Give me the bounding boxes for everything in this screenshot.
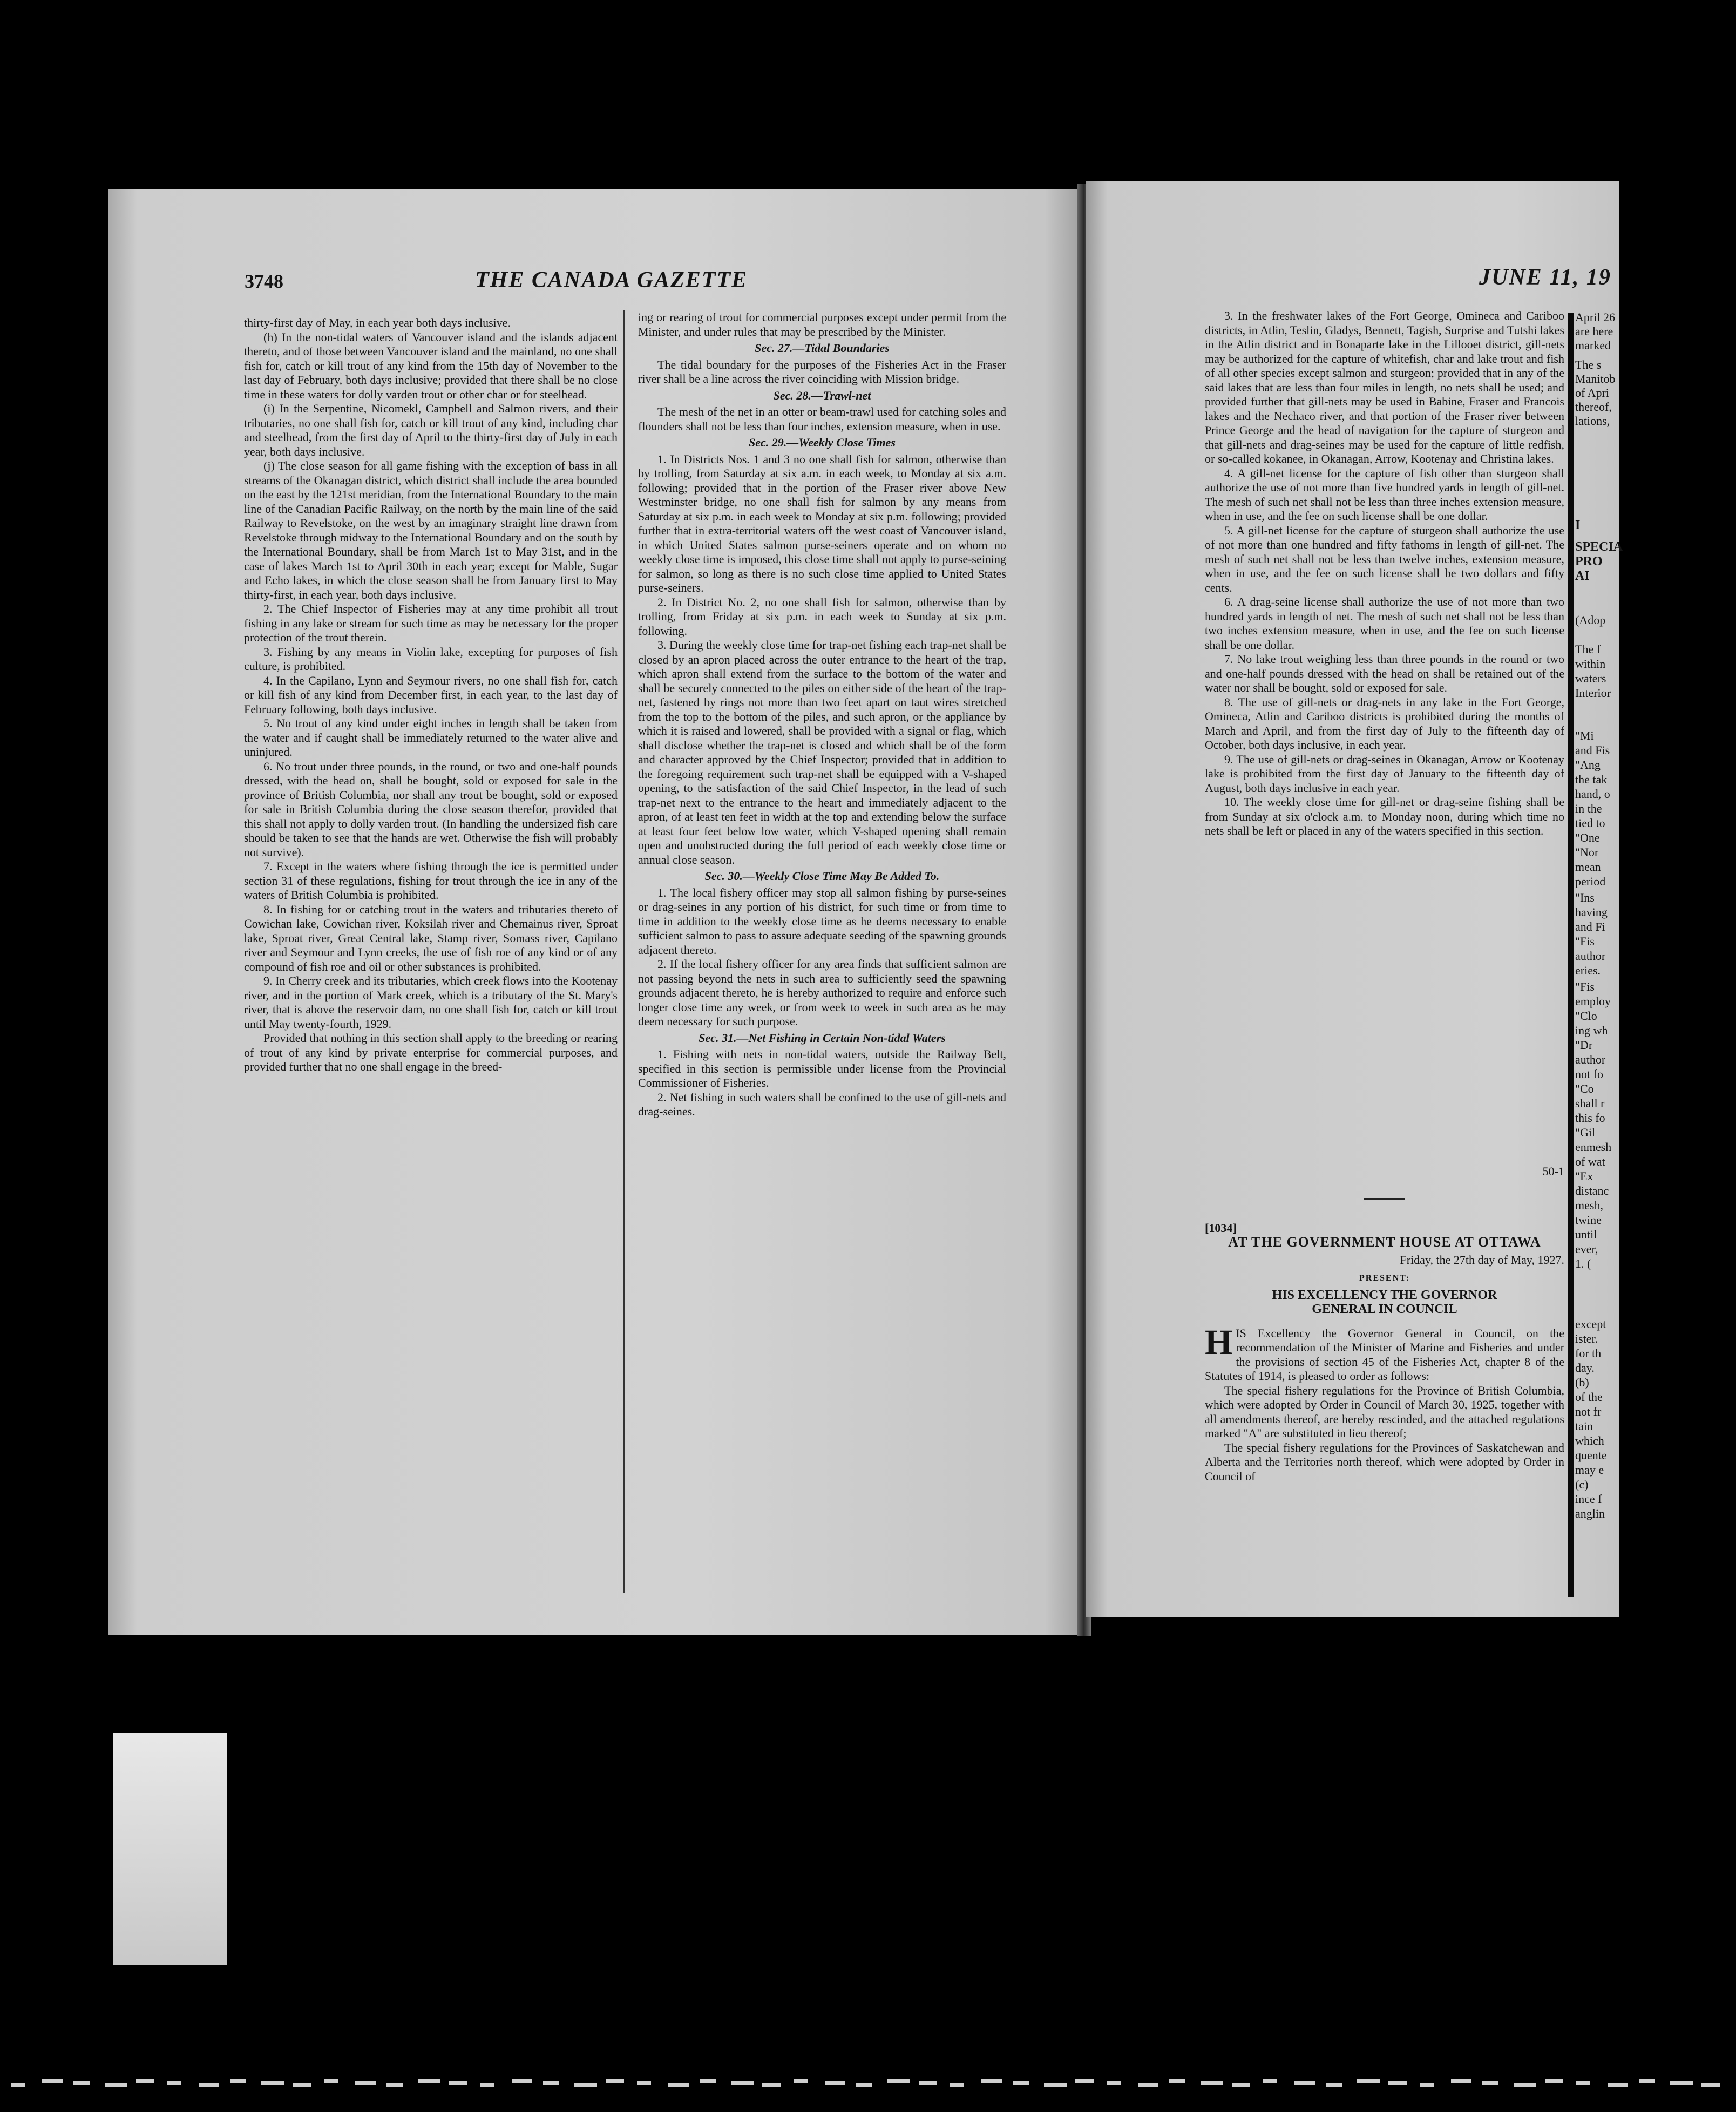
sprocket-mark [1232, 2083, 1250, 2087]
sprocket-mark [105, 2083, 127, 2087]
cutoff-fragment: "Ins [1575, 891, 1595, 904]
sprocket-mark [574, 2083, 597, 2087]
sprocket-mark [637, 2081, 651, 2085]
cutoff-fragment: Interior [1575, 686, 1611, 700]
sprocket-mark [42, 2079, 63, 2083]
cutoff-fragment: April 26 [1575, 310, 1615, 324]
cutoff-fragment: author [1575, 949, 1606, 963]
sprocket-mark [199, 2083, 219, 2087]
cutoff-fragment: "Gil [1575, 1126, 1596, 1139]
sprocket-mark [1044, 2083, 1067, 2087]
order-date: Friday, the 27th day of May, 1927. [1400, 1253, 1564, 1267]
sprocket-mark [1482, 2081, 1498, 2085]
column-rule-left [623, 310, 625, 1593]
cutoff-fragment: are here [1575, 324, 1613, 338]
paragraph: 4. In the Capilano, Lynn and Seymour rivers, no one shall fish for, catch or kill fish of any kind from December first, in each year, to the last day of February following, both days inclusive. [244, 673, 618, 716]
cutoff-fragment: twine [1575, 1213, 1602, 1227]
separator-rule [1364, 1198, 1405, 1200]
paragraph: 6. No trout under three pounds, in the round, or two and one-half pounds dressed, with the head on, shall be bought, sold or exposed for sale in the province of British Columbia, nor shall any trout be bought, sold or exposed for sale in British Columbia during the close season therefor, provided that this shall not apply to dolly varden trout. (In handling the undersized fish care should be taken to see that the hands are wet. Otherwise the fish will probably not survive). [244, 759, 618, 859]
paragraph: 8. The use of gill-nets or drag-nets in any lake in the Fort George, Omineca, Atlin and Cariboo districts is prohibited during the months of March and April, and from the first day of July to the fifteenth day of October, both days inclusive, in each year. [1205, 695, 1564, 752]
paragraph: 4. A gill-net license for the capture of fish other than sturgeon shall authorize the use of not more than five hundred yards in length of gill-net. The mesh of such net shall not be less than three inches extension measure, when in use, and the fee on such license shall be one dollar. [1205, 466, 1564, 523]
cutoff-fragment: lations, [1575, 414, 1610, 428]
cutoff-fragment: within [1575, 657, 1606, 671]
sprocket-mark [418, 2079, 440, 2083]
column-rule-right [1568, 313, 1574, 1597]
section-heading: Sec. 31.—Net Fishing in Certain Non-tidal Waters [699, 1031, 946, 1045]
sprocket-mark [386, 2083, 403, 2087]
cutoff-fragment: except [1575, 1317, 1606, 1331]
order-heading: AT THE GOVERNMENT HOUSE AT OTTAWA [1228, 1234, 1541, 1250]
paragraph: The tidal boundary for the purposes of the Fisheries Act in the Fraser river shall be a line across the river coinciding with Mission bridge. [638, 357, 1006, 385]
sprocket-mark [1514, 2083, 1536, 2087]
cutoff-fragment: I [1575, 518, 1581, 532]
right-column-lower [1205, 1165, 1564, 1484]
cutoff-fragment: ever, [1575, 1242, 1598, 1256]
cutoff-fragment: The f [1575, 642, 1601, 656]
sprocket-mark [355, 2081, 376, 2085]
sprocket-mark [762, 2083, 781, 2087]
sprocket-mark [1357, 2079, 1380, 2083]
paragraph: 2. In District No. 2, no one shall fish for salmon, otherwise than by trolling, from Friday at six p.m. in each week to Sunday at six p.m. following. [638, 595, 1006, 638]
cutoff-fragment: "Mi [1575, 729, 1594, 742]
cutoff-fragment: may e [1575, 1463, 1604, 1477]
paragraph: 7. Except in the waters where fishing through the ice is permitted under section 31 of these regulations, fishing for trout through the ice in any of the waters of British Columbia is prohibited. [244, 859, 618, 902]
paragraph: 5. A gill-net license for the capture of sturgeon shall authorize the use of not more than one hundred and fifty fathoms in length of gill-net. The mesh of such net shall not be less than twelve inches, extension measure, when in use, and the fee on such license shall be two dollars and fifty cents. [1205, 523, 1564, 594]
cutoff-fragment: author [1575, 1053, 1606, 1066]
cutoff-fragment: marked [1575, 339, 1611, 352]
cutoff-fragment: hand, o [1575, 787, 1610, 801]
paragraph: 2. Net fishing in such waters shall be confined to the use of gill-nets and drag-seines. [638, 1090, 1006, 1118]
sprocket-mark [1451, 2079, 1471, 2083]
section-heading: Sec. 28.—Trawl-net [773, 388, 871, 402]
order-paragraph: The special fishery regulations for the Province of British Columbia, which were adopted by Order in Council of March 30, 1925, together with all amendments thereof, are hereby rescinded, and the attached regulations marked "A" are substituted in lieu thereof; [1205, 1383, 1564, 1440]
cutoff-fragment: "Fis [1575, 980, 1595, 993]
sprocket-mark [1013, 2081, 1029, 2085]
section-heading: Sec. 27.—Tidal Boundaries [755, 341, 890, 355]
cutoff-fragment: waters [1575, 672, 1606, 685]
sprocket-mark [512, 2079, 532, 2083]
cutoff-fragment: of wat [1575, 1155, 1605, 1168]
section-heading: Sec. 29.—Weekly Close Times [749, 436, 896, 449]
drop-cap: H [1205, 1322, 1233, 1362]
sprocket-mark [1107, 2081, 1121, 2085]
film-leader-strip [113, 1733, 227, 1965]
sprocket-mark [731, 2081, 754, 2085]
sprocket-mark [1263, 2079, 1277, 2083]
sprocket-mark [449, 2081, 467, 2085]
left-column [244, 316, 618, 1074]
film-sprocket-strip [0, 2072, 1736, 2099]
cutoff-fragment: until [1575, 1228, 1597, 1241]
cutoff-fragment: mesh, [1575, 1199, 1603, 1212]
sprocket-mark [1326, 2083, 1342, 2087]
sprocket-mark [261, 2081, 284, 2085]
paragraph: 1. In Districts Nos. 1 and 3 no one shall fish for salmon, otherwise than by trolling, from Saturday at six a.m. in each week, to Monday at six a.m. following; provided that in the portion of the Fraser river above New Westminster bridge, no one shall fish for salmon by any means from Saturday at six p.m. in each week to Monday at six p.m. following; provided further that in extra-territorial waters off the west coast of Vancouver island, in which United States salmon purse-seiners operate and on whom no weekly close time is imposed, this close time shall not apply to purse-seining for salmon, so long as there is no such close time applied to United States purse-seiners. [638, 452, 1006, 594]
cutoff-fragment: Manitob [1575, 372, 1616, 385]
cutoff-fragment: ince f [1575, 1492, 1602, 1506]
sprocket-mark [1138, 2083, 1158, 2087]
sprocket-mark [167, 2081, 181, 2085]
sprocket-mark [1169, 2079, 1185, 2083]
sprocket-mark [1294, 2081, 1315, 2085]
cutoff-fragment: (c) [1575, 1478, 1589, 1491]
sprocket-mark [919, 2081, 937, 2085]
cutoff-fragment: "Ang [1575, 758, 1601, 771]
cutoff-fragment: period [1575, 875, 1606, 888]
sprocket-mark [73, 2081, 90, 2085]
paragraph: The mesh of the net in an otter or beam-trawl used for catching soles and flounders shall not be less than four inches, extension measure, when in use. [638, 405, 1006, 433]
order-body [1205, 1322, 1564, 1484]
cutoff-fragment: "Co [1575, 1082, 1594, 1095]
page-number: 3748 [245, 270, 283, 292]
cutoff-fragment: tied to [1575, 816, 1605, 830]
cutoff-fragment: "Nor [1575, 845, 1599, 859]
sprocket-mark [1420, 2083, 1434, 2087]
sprocket-mark [856, 2083, 872, 2087]
gazette-title: THE CANADA GAZETTE [475, 268, 748, 293]
sprocket-mark [700, 2079, 716, 2083]
paragraph: 5. No trout of any kind under eight inches in length shall be taken from the water and if caught shall be immediately returned to the water alive and uninjured. [244, 716, 618, 759]
cutoff-fragment: 1. ( [1575, 1257, 1591, 1270]
right-column [1205, 309, 1564, 838]
sprocket-mark [668, 2083, 689, 2087]
cutoff-fragment: having [1575, 905, 1608, 919]
paragraph: 9. In Cherry creek and its tributaries, which creek flows into the Kootenay river, and in the portion of Mark creek, which is a tributary of the St. Mary's river, that is above the reservoir dam, no one shall fish for, catch or kill trout until May twenty-fourth, 1929. [244, 974, 618, 1031]
cutoff-fragment: eries. [1575, 964, 1601, 977]
cutoff-fragment: mean [1575, 860, 1601, 874]
cutoff-fragment: SPECIA [1575, 540, 1623, 554]
sprocket-mark [1388, 2081, 1407, 2085]
cutoff-fragment: day. [1575, 1361, 1595, 1375]
cutoff-fragment: (Adop [1575, 613, 1606, 627]
cutoff-fragment: not fr [1575, 1405, 1602, 1418]
present-label: PRESENT: [1359, 1274, 1410, 1283]
sprocket-mark [1576, 2081, 1590, 2085]
sprocket-mark [293, 2083, 311, 2087]
paragraph: 6. A drag-seine license shall authorize the use of not more than two hundred yards in length of net. The mesh of such net shall not be less than two inches extension measure, when in use, and the fee on such license shall be one dollar. [1205, 595, 1564, 652]
section-heading: Sec. 30.—Weekly Close Time May Be Added To. [704, 869, 940, 883]
order-paragraph: HIS Excellency the Governor General in Council, on the recommendation of the Minister of Marine and Fisheries and under the provisions of section 45 of the Fisheries Act, chapter 8 of the Statutes of 1914, is pleased to order as follows: [1205, 1322, 1564, 1383]
cutoff-fragment: ing wh [1575, 1024, 1608, 1037]
cutoff-fragment: in the [1575, 802, 1602, 815]
end-mark: 50-1 [1542, 1165, 1564, 1178]
paragraph: (i) In the Serpentine, Nicomekl, Campbell and Salmon rivers, and their tributaries, no one shall fish for, catch or kill trout of any kind, including char and steelhead, from the first day of April to the thirty-first day of July in each year, both days inclusive. [244, 402, 618, 458]
cutoff-fragment: for th [1575, 1346, 1602, 1360]
paragraph: (h) In the non-tidal waters of Vancouver island and the islands adjacent thereto, and of those between Vancouver island and the mainland, no one shall fish for, catch or kill trout of any kind from the 15th day of November to the last day of February, both days inclusive; provided that there shall be no close time in these waters for dolly varden trout or other char or for steelhead. [244, 330, 618, 401]
sprocket-mark [1545, 2079, 1563, 2083]
sprocket-mark [950, 2083, 964, 2087]
sprocket-mark [794, 2079, 808, 2083]
paragraph: 8. In fishing for or catching trout in the waters and tributaries thereto of Cowichan lake, Cowichan river, Koksilah river and Chemainus river, Sproat lake, Sproat river, Great Central lake, Stamp river, Somass river, Capilano river and Seymour and Lynn creeks, the use of fish roe of any kind or of any compound of fish roe and oil or other substances is prohibited. [244, 902, 618, 973]
paragraph: 3. Fishing by any means in Violin lake, excepting for purposes of fish culture, is prohibited. [244, 645, 618, 673]
paragraph: 10. The weekly close time for gill-net or drag-seine fishing shall be from Sunday at six o'clock a.m. to Monday noon, during which time no nets shall be left or placed in any of the waters specified in this section. [1205, 795, 1564, 837]
sprocket-mark [887, 2079, 910, 2083]
sprocket-mark [324, 2079, 338, 2083]
cutoff-fragment: this fo [1575, 1111, 1605, 1125]
cutoff-fragment: "One [1575, 831, 1600, 844]
sprocket-mark [136, 2079, 154, 2083]
cutoff-fragment: distanc [1575, 1184, 1609, 1197]
cutoff-fragment: which [1575, 1434, 1604, 1447]
paragraph: 9. The use of gill-nets or drag-seines in Okanagan, Arrow or Kootenay lake is prohibited from the first day of January to the fifteenth day of August, both days inclusive in each year. [1205, 752, 1564, 795]
paragraph: 1. The local fishery officer may stop all salmon fishing by purse-seines or drag-seines in any portion of his district, for such time or from time to time in addition to the weekly close time as he deems necessary to enable sufficient salmon to pass to assure adequate seeding of the spawning grounds adjacent thereto. [638, 885, 1006, 957]
cutoff-fragment: anglin [1575, 1507, 1605, 1520]
sprocket-mark [981, 2079, 1002, 2083]
order-number: [1034] [1205, 1221, 1237, 1235]
cutoff-fragment: and Fis [1575, 743, 1610, 757]
middle-column [638, 310, 1006, 1119]
sprocket-mark [825, 2081, 845, 2085]
cutoff-fragment: (b) [1575, 1376, 1589, 1389]
paragraph: ing or rearing of trout for commercial purposes except under permit from the Minister, and under rules that may be prescribed by the Minister. [638, 310, 1006, 339]
sprocket-mark [480, 2083, 494, 2087]
cutoff-fragment: of the [1575, 1390, 1603, 1404]
cutoff-fragment: "Fis [1575, 935, 1595, 948]
cutoff-fragment: "Dr [1575, 1038, 1593, 1052]
cutoff-fragment: "Ex [1575, 1169, 1593, 1183]
cutoff-fragment: AI [1575, 569, 1590, 583]
sprocket-mark [606, 2079, 624, 2083]
cutoff-fragment: quente [1575, 1448, 1607, 1462]
sprocket-mark [1608, 2083, 1628, 2087]
order-authority: HIS EXCELLENCY THE GOVERNOR GENERAL IN COUNCIL [1272, 1288, 1497, 1316]
cutoff-fragment: ister. [1575, 1332, 1598, 1345]
paragraph: (j) The close season for all game fishing with the exception of bass in all streams of the Okanagan district, which district shall include the area bounded on the east by the 121st meridian, from the International Boundary to the main line of the Canadian Pacific Railway, on the north by the main line of the said Railway to Revelstoke, on the west by an imaginary straight line drawn from Revelstoke through midway to the International Boundary and on the south by the International Boundary, shall be from March 1st to May 31st, and in the case of lakes March 1st to April 30th in each year; except for Mable, Sugar and Echo lakes, in which the close season shall be from January first to May thirty-first, in each year, both days inclusive. [244, 459, 618, 601]
sprocket-mark [1075, 2079, 1094, 2083]
sprocket-mark [1670, 2081, 1693, 2085]
cutoff-fragment: the tak [1575, 773, 1608, 786]
cutoff-fragment: enmesh [1575, 1140, 1612, 1154]
paragraph: Provided that nothing in this section shall apply to the breeding or rearing of trout of any kind by private enterprise for commercial purposes, and provided further that no one shall engage in the breed- [244, 1031, 618, 1073]
gazette-date: JUNE 11, 19 [1479, 265, 1611, 290]
paragraph: 2. The Chief Inspector of Fisheries may at any time prohibit all trout fishing in any lake or stream for such time as may be necessary for the proper protection of the trout therein. [244, 602, 618, 644]
order-paragraph: The special fishery regulations for the Provinces of Saskatchewan and Alberta and the Territories north thereof, which were adopted by Order in Council of [1205, 1440, 1564, 1483]
sprocket-mark [1201, 2081, 1223, 2085]
cutoff-fragment: of Apri [1575, 386, 1609, 400]
sprocket-mark [11, 2083, 25, 2087]
cutoff-fragment: tain [1575, 1419, 1593, 1433]
cutoff-fragment: employ [1575, 994, 1611, 1008]
cutoff-fragment: PRO [1575, 554, 1603, 568]
sprocket-mark [1701, 2083, 1720, 2087]
paragraph: 3. In the freshwater lakes of the Fort George, Omineca and Cariboo districts, in Atlin, Teslin, Gladys, Bennett, Tagish, Surprise and Tutshi lakes in the Atlin district and in Bonaparte lake in the Lillooet district, gill-nets may be authorized for the capture of whitefish, char and lake trout and fish of all other species except salmon and sturgeon; provided that in any of the said lakes that are less than four miles in length, no nets shall be used; and provided further that gill-nets may be used in Babine, Fraser and Francois lakes and the Nechaco river, and that portion of the Fraser river between Prince George and the head of navigation for the capture of sturgeon and that gill-nets and drag-seines may be used for the capture of little redfish, or so-called kokanee, in Okanagan, Arrow, Kootenay and Christina lakes. [1205, 309, 1564, 465]
paragraph: thirty-first day of May, in each year both days inclusive. [244, 316, 511, 329]
cutoff-fragment: not fo [1575, 1067, 1603, 1081]
cutoff-fragment: and Fi [1575, 920, 1605, 933]
sprocket-mark [1639, 2079, 1655, 2083]
sprocket-mark [543, 2081, 559, 2085]
sprocket-mark [230, 2079, 246, 2083]
cutoff-fragment: thereof, [1575, 400, 1612, 414]
cutoff-fragment: shall r [1575, 1096, 1605, 1110]
paragraph: 1. Fishing with nets in non-tidal waters, outside the Railway Belt, specified in this section is permissible under license from the Provincial Commissioner of Fisheries. [638, 1047, 1006, 1089]
paragraph: 7. No lake trout weighing less than three pounds in the round or two and one-half pounds dressed with the head on shall be retained out of the water nor shall be bought, sold or exposed for sale. [1205, 652, 1564, 694]
paragraph: 2. If the local fishery officer for any area finds that sufficient salmon are not passing beyond the nets in such area to sufficiently seed the spawning grounds adjacent thereto, he is hereby authorized to require and enforce such longer close time any week, or from week to week in such area as he may deem necessary for such purpose. [638, 957, 1006, 1028]
paragraph: 3. During the weekly close time for trap-net fishing each trap-net shall be closed by an apron placed across the outer entrance to the heart of the trap, which apron shall extend from the surface to the bottom of the water and shall be securely connected to the piles on either side of the heart of the trap-net, fastened by rings not more than two feet apart on taut wires stretched from the top to the bottom of the piles, and such apron, or the appliance by which it is raised and lowered, shall be provided with a signal or flag, which shall disclose whether the trap-net is closed and which shall be of the form and character approved by the Chief Inspector; provided that in addition to the foregoing requirement such trap-net shall be equipped with a V-shaped opening, to the satisfaction of the said Chief Inspector, in the lead of such trap-net next to the entrance to the heart and immediately adjacent to the apron, of at least ten feet in width at the top and extending below the surface at least four feet below low water, which V-shaped opening shall remain open and unobstructed during the full period of each weekly close time or annual close season. [638, 638, 1006, 867]
cutoff-fragment: "Clo [1575, 1009, 1597, 1023]
cutoff-fragment: The s [1575, 358, 1602, 371]
